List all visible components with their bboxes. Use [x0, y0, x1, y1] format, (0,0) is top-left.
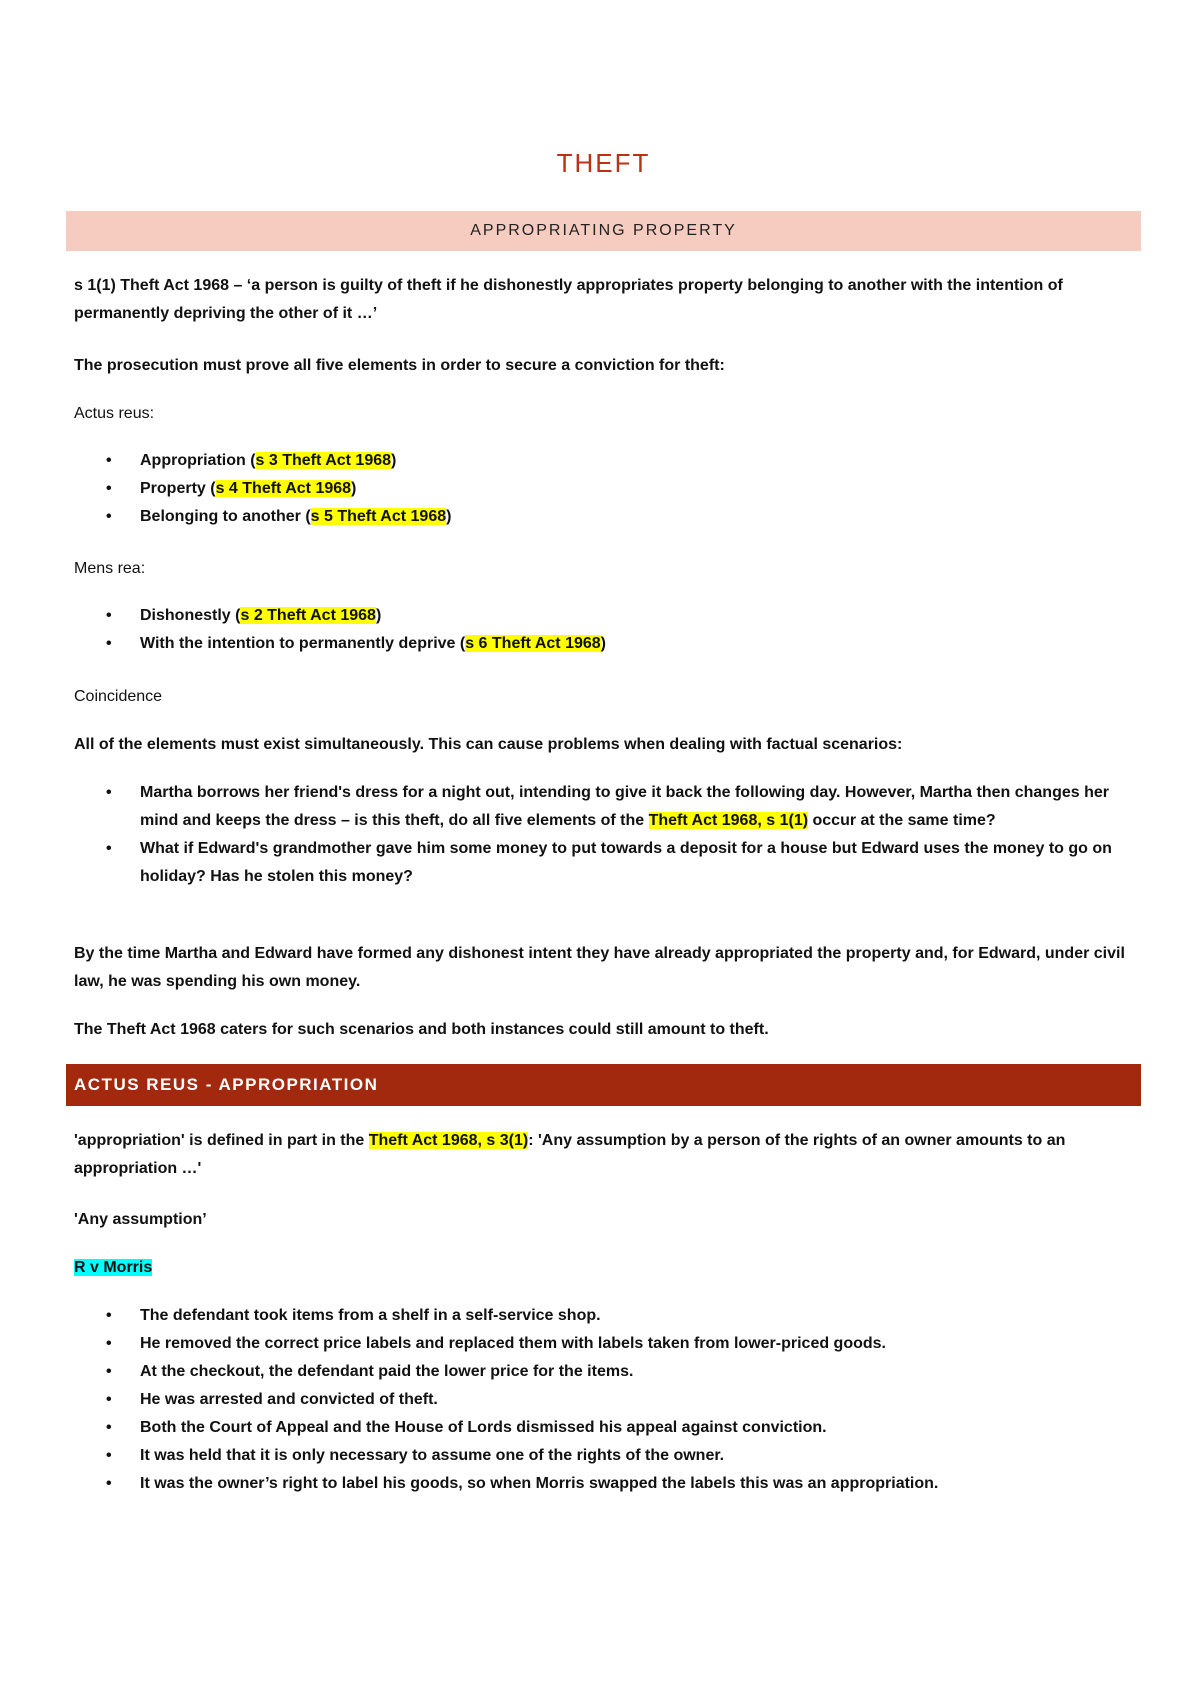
bullet-icon: •: [106, 452, 112, 469]
bullet-icon: •: [106, 508, 112, 525]
list-item: • Property (s 4 Theft Act 1968): [74, 475, 1134, 503]
list-item: • He was arrested and convicted of theft.: [74, 1386, 1134, 1414]
appropriation-definition: 'appropriation' is defined in part in the Theft Act 1968, s 3(1): 'Any assumption by a person of the rights of an owner amounts to an appropriation …': [74, 1132, 1066, 1177]
list-item: • He removed the correct price labels and replaced them with labels taken from lower-priced goods.: [74, 1330, 1134, 1358]
list-item: • Martha borrows her friend's dress for a night out, intending to give it back the following day. However, Martha then changes her mind and keeps the dress – is this theft, do all five elements of the Theft Act 1968, s 1(1) occur at the same time?: [74, 779, 1134, 835]
section-heading-appropriating-property: APPROPRIATING PROPERTY: [66, 211, 1141, 251]
any-assumption-label: 'Any assumption’: [74, 1211, 207, 1228]
list-item: • Dishonestly (s 2 Theft Act 1968): [74, 602, 1134, 630]
bullet-icon: •: [106, 635, 112, 652]
case-points-list: [74, 1302, 1134, 1498]
list-item: • Appropriation (s 3 Theft Act 1968): [74, 447, 1134, 475]
list-item: • With the intention to permanently deprive (s 6 Theft Act 1968): [74, 630, 1134, 658]
section-heading-actus-reus-appropriation: ACTUS REUS - APPROPRIATION: [66, 1064, 1141, 1106]
actus-reus-label: Actus reus:: [74, 405, 155, 422]
list-item: • It was the owner’s right to label his goods, so when Morris swapped the labels this was an appropriation.: [74, 1470, 1134, 1498]
case-name: [74, 1254, 1134, 1282]
mens-rea-label: Mens rea:: [74, 560, 146, 577]
bullet-icon: •: [106, 1363, 112, 1380]
scenario-conclusion: The Theft Act 1968 caters for such scenarios and both instances could still amount to theft.: [74, 1021, 769, 1038]
document-title: THEFT: [556, 148, 651, 178]
bullet-icon: •: [106, 480, 112, 497]
bullet-icon: •: [106, 784, 112, 801]
citation-highlight: s 6 Theft Act 1968: [465, 635, 601, 652]
bullet-icon: •: [106, 1419, 112, 1436]
prosecution-intro: The prosecution must prove all five elements in order to secure a conviction for theft:: [74, 357, 725, 374]
actus-reus-list: [74, 447, 1134, 531]
citation-highlight: Theft Act 1968, s 1(1): [648, 812, 809, 829]
mens-rea-list: [74, 602, 1134, 658]
bullet-icon: •: [106, 1447, 112, 1464]
coincidence-label: Coincidence: [74, 688, 163, 705]
list-item: • Belonging to another (s 5 Theft Act 1968): [74, 503, 1134, 531]
list-item: • The defendant took items from a shelf in a self-service shop.: [74, 1302, 1134, 1330]
bullet-icon: •: [106, 1475, 112, 1492]
list-item: • It was held that it is only necessary to assume one of the rights of the owner.: [74, 1442, 1134, 1470]
citation-highlight: s 3 Theft Act 1968: [255, 452, 392, 469]
bullet-icon: •: [106, 1391, 112, 1408]
case-name-highlight: R v Morris: [74, 1259, 153, 1276]
citation-highlight: Theft Act 1968, s 3(1): [368, 1132, 529, 1149]
bullet-icon: •: [106, 607, 112, 624]
scenario-list: [74, 779, 1134, 891]
bullet-icon: •: [106, 840, 112, 857]
citation-highlight: s 5 Theft Act 1968: [310, 508, 447, 525]
list-item: • Both the Court of Appeal and the House of Lords dismissed his appeal against conviction.: [74, 1414, 1134, 1442]
scenario-note: By the time Martha and Edward have formed any dishonest intent they have already appropriated the property and, for Edward, under civil law, he was spending his own money.: [74, 945, 1125, 990]
list-item: • At the checkout, the defendant paid the lower price for the items.: [74, 1358, 1134, 1386]
citation-highlight: s 2 Theft Act 1968: [240, 607, 376, 624]
list-item: • What if Edward's grandmother gave him some money to put towards a deposit for a house but Edward uses the money to go on holiday? Has he stolen this money?: [74, 835, 1134, 891]
statute-quote: s 1(1) Theft Act 1968 – ‘a person is guilty of theft if he dishonestly appropriates property belonging to another with the intention of permanently depriving the other of it …’: [74, 277, 1063, 322]
citation-highlight: s 4 Theft Act 1968: [215, 480, 352, 497]
coincidence-text: All of the elements must exist simultaneously. This can cause problems when dealing with factual scenarios:: [74, 736, 903, 753]
bullet-icon: •: [106, 1335, 112, 1352]
bullet-icon: •: [106, 1307, 112, 1324]
